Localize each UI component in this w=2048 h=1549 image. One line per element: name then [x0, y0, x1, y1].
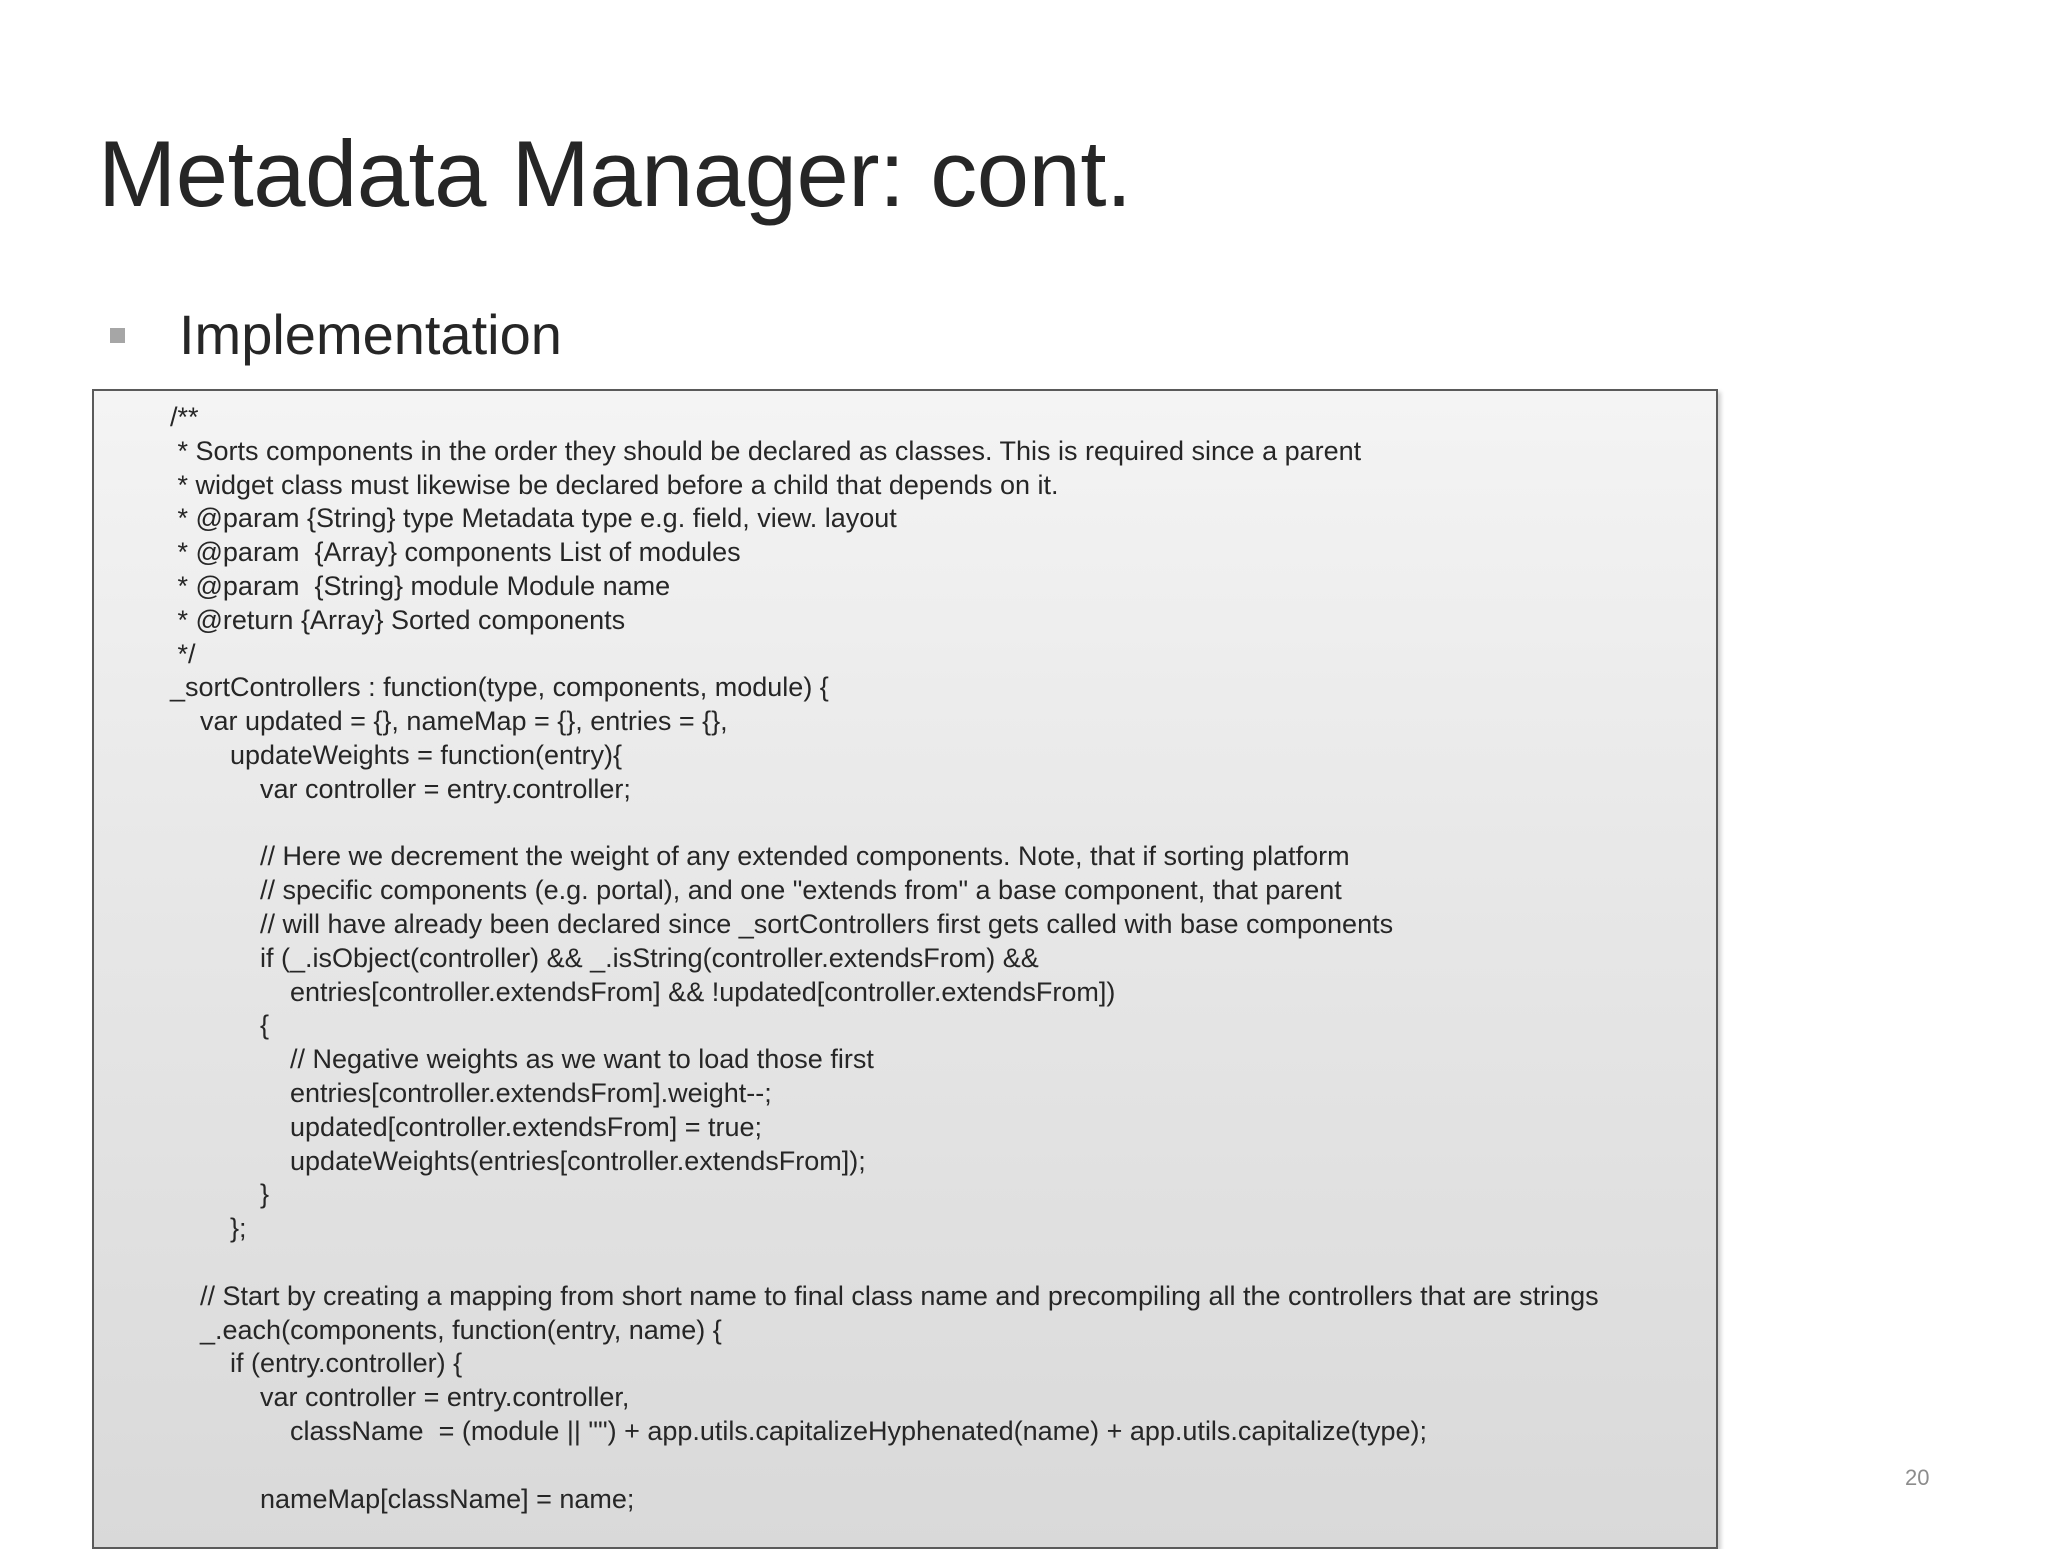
code-line: if (_.isObject(controller) && _.isString(controller.extendsFrom) && [170, 942, 1039, 973]
code-line: // Negative weights as we want to load those first [170, 1044, 874, 1075]
bullet-item [110, 300, 562, 370]
code-line: var updated = {}, nameMap = {}, entries = {}, [170, 706, 728, 737]
code-line: * @param {String} type Metadata type e.g. field, view. layout [170, 503, 897, 534]
slide-title: Metadata Manager: cont. [98, 121, 1132, 226]
square-bullet-icon [110, 328, 125, 343]
code-line: // Start by creating a mapping from short name to final class name and precompiling all the controllers that are strings [170, 1280, 1599, 1311]
code-line: * @param {Array} components List of modules [170, 537, 741, 568]
code-block [92, 389, 1718, 1549]
code-line [170, 807, 1599, 841]
code-line: /** [170, 402, 199, 432]
page-number: 20 [1905, 1465, 1930, 1490]
code-lines [170, 401, 1599, 1516]
code-line: }; [170, 1213, 247, 1244]
code-line [170, 1449, 1599, 1483]
code-line: // specific components (e.g. portal), and one "extends from" a base component, that parent [170, 875, 1342, 906]
bullet-text: Implementation [179, 303, 562, 366]
code-line: _.each(components, function(entry, name) { [170, 1314, 722, 1345]
code-line: * Sorts components in the order they should be declared as classes. This is required since a parent [170, 435, 1362, 466]
code-line: entries[controller.extendsFrom] && !updated[controller.extendsFrom]) [170, 976, 1116, 1007]
code-line: className = (module || "") + app.utils.capitalizeHyphenated(name) + app.utils.capitalize(type); [170, 1415, 1428, 1446]
code-line: */ [170, 638, 196, 669]
code-line: entries[controller.extendsFrom].weight--; [170, 1077, 772, 1108]
code-line: * @return {Array} Sorted components [170, 604, 626, 635]
code-line: if (entry.controller) { [170, 1348, 463, 1379]
code-line [170, 1246, 1599, 1280]
code-line: // will have already been declared since _sortControllers first gets called with base components [170, 908, 1394, 939]
code-line: updateWeights(entries[controller.extendsFrom]); [170, 1145, 866, 1176]
code-line: updated[controller.extendsFrom] = true; [170, 1111, 763, 1142]
code-line: * @param {String} module Module name [170, 570, 671, 601]
code-line: // Here we decrement the weight of any extended components. Note, that if sorting platform [170, 841, 1350, 872]
code-line: * widget class must likewise be declared before a child that depends on it. [170, 469, 1059, 500]
code-line: { [170, 1010, 270, 1041]
code-line: } [170, 1179, 270, 1210]
code-line: var controller = entry.controller; [170, 773, 631, 804]
code-line: _sortControllers : function(type, components, module) { [170, 672, 829, 703]
code-line: nameMap[className] = name; [170, 1483, 635, 1514]
code-line: var controller = entry.controller, [170, 1382, 630, 1413]
code-line: updateWeights = function(entry){ [170, 739, 622, 770]
